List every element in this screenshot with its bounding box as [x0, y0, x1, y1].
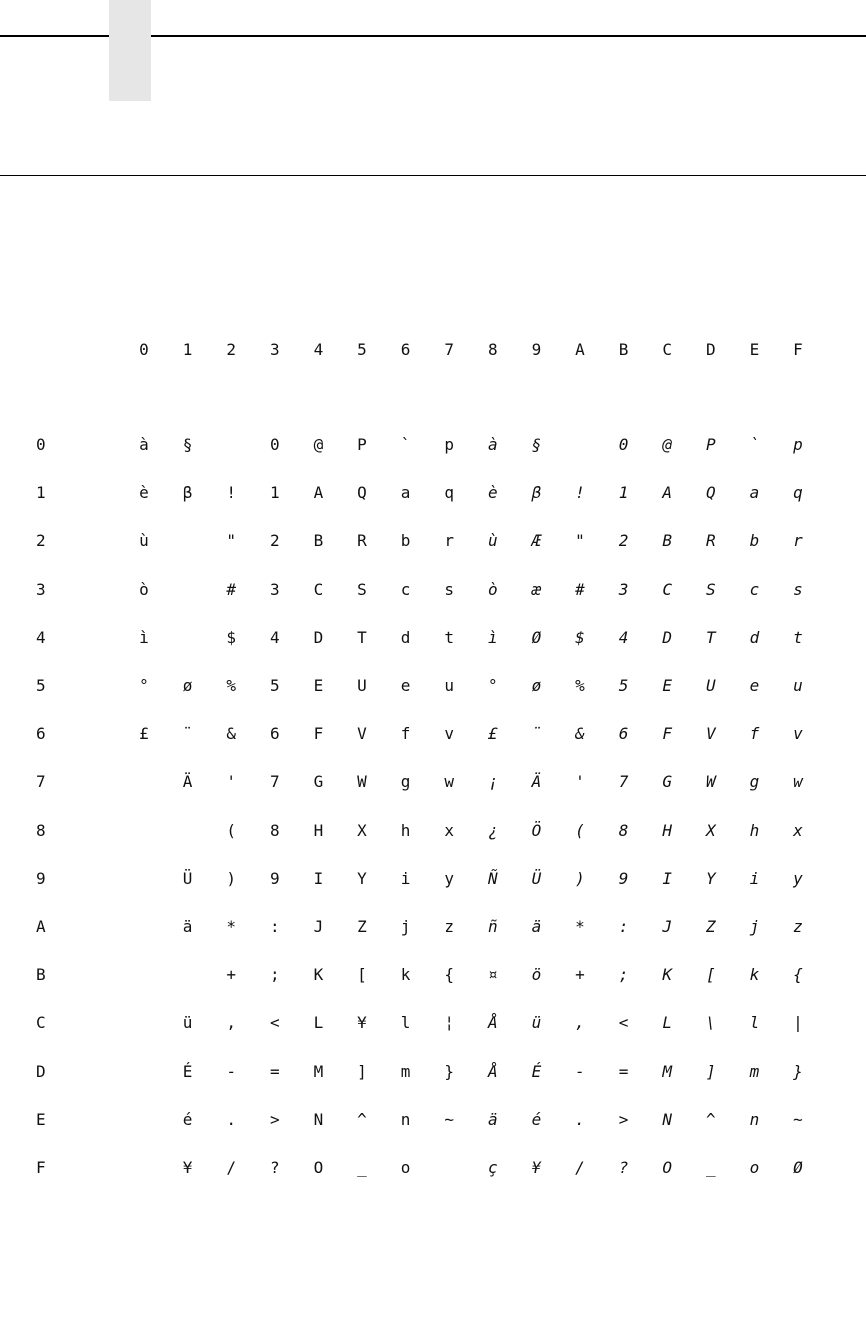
char-cell: j — [400, 917, 411, 936]
char-cell: 9 — [269, 868, 280, 888]
char-cell: I — [313, 868, 324, 888]
char-cell: ¥ — [531, 1158, 542, 1177]
char-cell: ¦ — [444, 1013, 454, 1033]
char-cell: : — [269, 917, 280, 936]
column-header: 3 — [269, 340, 280, 359]
char-cell: 2 — [618, 531, 629, 551]
char-cell: . — [226, 1109, 236, 1129]
char-cell: " — [575, 531, 585, 551]
char-cell: r — [793, 531, 803, 551]
char-cell: s — [444, 579, 454, 599]
char-cell: c — [749, 579, 760, 599]
char-cell: % — [575, 676, 585, 695]
char-cell: ' — [226, 772, 236, 792]
column-header: F — [793, 340, 803, 359]
char-cell: ° — [487, 676, 498, 695]
char-cell: 0 — [269, 435, 280, 454]
row-header: 0 — [36, 435, 46, 454]
row-header: D — [36, 1061, 46, 1081]
char-cell: y — [793, 868, 803, 888]
char-cell: # — [575, 579, 585, 599]
char-cell: a — [400, 483, 411, 503]
char-cell: ) — [226, 868, 236, 888]
char-cell: k — [749, 965, 760, 985]
char-cell: ü — [531, 1013, 542, 1033]
char-cell: Ü — [531, 868, 542, 888]
row-header: 6 — [36, 724, 46, 744]
char-cell: 8 — [269, 820, 280, 840]
char-cell: Ä — [182, 772, 193, 792]
char-cell: ¿ — [487, 820, 498, 840]
char-cell: < — [269, 1013, 280, 1033]
char-cell: O — [662, 1158, 672, 1177]
char-cell: 4 — [269, 627, 280, 647]
char-cell: q — [793, 483, 803, 503]
char-cell: 6 — [618, 724, 629, 744]
char-cell: O — [313, 1158, 324, 1177]
char-cell: é — [531, 1109, 542, 1129]
char-cell: é — [182, 1109, 193, 1129]
char-cell: ä — [487, 1109, 498, 1129]
char-cell: z — [444, 917, 454, 936]
column-header: 4 — [313, 340, 324, 359]
char-cell: ( — [226, 820, 236, 840]
char-cell: D — [662, 627, 672, 647]
char-cell: Å — [487, 1013, 498, 1033]
char-cell: ä — [531, 917, 542, 936]
char-cell: Ñ — [487, 868, 498, 888]
char-cell: \ — [705, 1013, 716, 1033]
char-cell: x — [444, 820, 454, 840]
char-cell: M — [313, 1061, 324, 1081]
char-cell: p — [793, 435, 803, 454]
char-cell: b — [400, 531, 411, 551]
char-cell: Q — [705, 483, 716, 503]
column-header: 5 — [357, 340, 367, 359]
char-cell: ì — [139, 627, 149, 647]
char-cell: # — [226, 579, 236, 599]
char-cell: m — [749, 1061, 760, 1081]
row-header: 4 — [36, 627, 46, 647]
char-cell: ò — [487, 579, 498, 599]
char-cell: ¡ — [487, 772, 498, 792]
char-cell: W — [357, 772, 367, 792]
column-header: 7 — [444, 340, 454, 359]
char-cell: 9 — [618, 868, 629, 888]
char-cell: v — [793, 724, 803, 744]
char-cell: ) — [575, 868, 585, 888]
char-cell: - — [575, 1061, 585, 1081]
char-cell: ` — [749, 435, 760, 454]
row-header: C — [36, 1013, 46, 1033]
char-cell: c — [400, 579, 411, 599]
char-cell: & — [226, 724, 236, 744]
char-cell: Z — [705, 917, 716, 936]
char-cell: s — [793, 579, 803, 599]
char-cell: b — [749, 531, 760, 551]
char-cell: * — [575, 917, 585, 936]
char-cell: N — [662, 1109, 672, 1129]
char-cell: ; — [269, 965, 280, 985]
row-header: F — [36, 1158, 46, 1177]
char-cell: ` — [400, 435, 411, 454]
char-cell: ^ — [357, 1109, 367, 1129]
row-header: 3 — [36, 579, 46, 599]
row-header: A — [36, 917, 46, 936]
char-cell: S — [357, 579, 367, 599]
char-cell: K — [313, 965, 324, 985]
char-cell: £ — [139, 724, 149, 744]
char-cell: j — [749, 917, 760, 936]
char-cell: B — [662, 531, 672, 551]
char-cell: 7 — [618, 772, 629, 792]
char-cell: Ø — [531, 627, 542, 647]
char-cell: Q — [357, 483, 367, 503]
char-cell: § — [182, 435, 193, 454]
char-cell: z — [793, 917, 803, 936]
char-cell: E — [313, 676, 324, 695]
char-cell: J — [313, 917, 324, 936]
char-cell: 4 — [618, 627, 629, 647]
char-cell: T — [357, 627, 367, 647]
char-cell: P — [705, 435, 716, 454]
char-cell: P — [357, 435, 367, 454]
char-cell: m — [400, 1061, 411, 1081]
char-cell: 2 — [269, 531, 280, 551]
char-cell: + — [575, 965, 585, 985]
char-cell: k — [400, 965, 411, 985]
char-cell: w — [793, 772, 803, 792]
char-cell: ° — [139, 676, 149, 695]
char-cell: R — [357, 531, 367, 551]
char-cell: V — [357, 724, 367, 744]
char-cell: ü — [182, 1013, 193, 1033]
char-cell: 6 — [269, 724, 280, 744]
char-cell: / — [226, 1158, 236, 1177]
char-cell: d — [400, 627, 411, 647]
column-header: 9 — [531, 340, 542, 359]
char-cell: ; — [618, 965, 629, 985]
char-cell: < — [618, 1013, 629, 1033]
char-cell: r — [444, 531, 454, 551]
char-cell: C — [662, 579, 672, 599]
char-cell: è — [139, 483, 149, 503]
char-cell: Ø — [793, 1158, 803, 1177]
char-cell: : — [618, 917, 629, 936]
char-cell: { — [444, 965, 454, 985]
char-cell: q — [444, 483, 454, 503]
char-cell: Ä — [531, 772, 542, 792]
row-header: 1 — [36, 483, 46, 503]
row-header: 9 — [36, 868, 46, 888]
char-cell: E — [662, 676, 672, 695]
column-header: 0 — [139, 340, 149, 359]
column-header: 8 — [487, 340, 498, 359]
char-cell: - — [226, 1061, 236, 1081]
char-cell: A — [662, 483, 672, 503]
char-cell: H — [313, 820, 324, 840]
char-cell: Æ — [531, 531, 542, 551]
char-cell: β — [531, 483, 542, 503]
char-cell: à — [487, 435, 498, 454]
char-cell: ¥ — [182, 1158, 193, 1177]
char-cell: ì — [487, 627, 498, 647]
char-cell: v — [444, 724, 454, 744]
column-header: D — [705, 340, 716, 359]
char-cell: ~ — [444, 1109, 454, 1129]
char-cell: @ — [662, 435, 672, 454]
char-cell: ø — [182, 676, 193, 695]
char-cell: , — [575, 1013, 585, 1033]
char-cell: ¥ — [357, 1013, 367, 1033]
char-cell: } — [793, 1061, 803, 1081]
char-cell: M — [662, 1061, 672, 1081]
char-cell: Ö — [531, 820, 542, 840]
char-cell: A — [313, 483, 324, 503]
char-cell: ! — [226, 483, 236, 503]
char-cell: K — [662, 965, 672, 985]
char-cell: F — [662, 724, 672, 744]
char-cell: 1 — [269, 483, 280, 503]
char-cell: ' — [575, 772, 585, 792]
char-cell: β — [182, 483, 193, 503]
column-header: A — [575, 340, 585, 359]
char-cell: = — [618, 1061, 629, 1081]
char-cell: ¨ — [531, 724, 542, 744]
char-cell: + — [226, 965, 236, 985]
char-cell: * — [226, 917, 236, 936]
char-cell: è — [487, 483, 498, 503]
char-cell: n — [749, 1109, 760, 1129]
char-cell: Y — [357, 868, 367, 888]
char-cell: ñ — [487, 917, 498, 936]
char-cell: ^ — [705, 1109, 716, 1129]
char-cell: G — [662, 772, 672, 792]
char-cell: x — [793, 820, 803, 840]
char-cell: W — [705, 772, 716, 792]
char-cell: } — [444, 1061, 454, 1081]
char-cell: T — [705, 627, 716, 647]
char-cell: h — [749, 820, 760, 840]
char-cell: @ — [313, 435, 324, 454]
char-cell: t — [793, 627, 803, 647]
char-cell: / — [575, 1158, 585, 1177]
char-cell: 8 — [618, 820, 629, 840]
char-cell: X — [705, 820, 716, 840]
char-cell: N — [313, 1109, 324, 1129]
char-cell: p — [444, 435, 454, 454]
char-cell: § — [531, 435, 542, 454]
char-cell: ~ — [793, 1109, 803, 1129]
char-cell: Z — [357, 917, 367, 936]
char-cell: ! — [575, 483, 585, 503]
char-cell: U — [705, 676, 716, 695]
char-cell: n — [400, 1109, 411, 1129]
char-cell: o — [749, 1158, 760, 1177]
char-cell: B — [313, 531, 324, 551]
row-header: B — [36, 965, 46, 985]
column-header: 1 — [182, 340, 193, 359]
char-cell: I — [662, 868, 672, 888]
char-cell: | — [793, 1013, 803, 1033]
char-cell: = — [269, 1061, 280, 1081]
char-cell: > — [618, 1109, 629, 1129]
char-cell: t — [444, 627, 454, 647]
column-header: C — [662, 340, 672, 359]
row-header: 7 — [36, 772, 46, 792]
row-header: E — [36, 1109, 46, 1129]
char-cell: H — [662, 820, 672, 840]
column-header: 6 — [400, 340, 411, 359]
char-cell: $ — [226, 627, 236, 647]
char-cell: L — [313, 1013, 324, 1033]
column-header: B — [618, 340, 629, 359]
char-cell: F — [313, 724, 324, 744]
char-cell: , — [226, 1013, 236, 1033]
char-cell: { — [793, 965, 803, 985]
char-cell: 3 — [618, 579, 629, 599]
char-cell: i — [400, 868, 411, 888]
char-cell: S — [705, 579, 716, 599]
column-header: 2 — [226, 340, 236, 359]
char-cell: d — [749, 627, 760, 647]
char-cell: U — [357, 676, 367, 695]
char-cell: g — [400, 772, 411, 792]
char-cell: 5 — [269, 676, 280, 695]
char-cell: f — [400, 724, 411, 744]
char-cell: ç — [487, 1158, 498, 1177]
char-cell: É — [531, 1061, 542, 1081]
row-header: 8 — [36, 820, 46, 840]
char-cell: l — [749, 1013, 760, 1033]
char-cell: g — [749, 772, 760, 792]
char-cell: ( — [575, 820, 585, 840]
char-cell: e — [749, 676, 760, 695]
char-cell: æ — [531, 579, 542, 599]
char-cell: ] — [357, 1061, 367, 1081]
char-cell: 5 — [618, 676, 629, 695]
row-header: 2 — [36, 531, 46, 551]
char-cell: à — [139, 435, 149, 454]
char-cell: _ — [705, 1158, 716, 1177]
char-cell: y — [444, 868, 454, 888]
char-cell: a — [749, 483, 760, 503]
char-cell: o — [400, 1158, 411, 1177]
char-cell: É — [182, 1061, 193, 1081]
char-cell: [ — [357, 965, 367, 985]
char-cell: D — [313, 627, 324, 647]
char-cell: i — [749, 868, 760, 888]
char-cell: ? — [618, 1158, 629, 1177]
char-cell: ¨ — [182, 724, 193, 744]
char-cell: Å — [487, 1061, 498, 1081]
char-cell: 1 — [618, 483, 629, 503]
char-cell: u — [793, 676, 803, 695]
char-cell: e — [400, 676, 411, 695]
char-cell: £ — [487, 724, 498, 744]
char-cell: h — [400, 820, 411, 840]
char-cell: % — [226, 676, 236, 695]
char-cell: ù — [139, 531, 149, 551]
column-header: E — [749, 340, 760, 359]
char-cell: ö — [531, 965, 542, 985]
char-cell: 0 — [618, 435, 629, 454]
chapter-tab — [109, 0, 151, 101]
char-cell: & — [575, 724, 585, 744]
char-cell: Y — [705, 868, 716, 888]
char-cell: ä — [182, 917, 193, 936]
char-cell: X — [357, 820, 367, 840]
char-cell: ¤ — [487, 965, 498, 985]
char-cell: ? — [269, 1158, 280, 1177]
char-cell: ] — [705, 1061, 716, 1081]
char-cell: ø — [531, 676, 542, 695]
char-cell: f — [749, 724, 760, 744]
char-cell: " — [226, 531, 236, 551]
char-cell: > — [269, 1109, 280, 1129]
row-header: 5 — [36, 676, 46, 695]
char-cell: V — [705, 724, 716, 744]
char-cell: 3 — [269, 579, 280, 599]
char-cell: ù — [487, 531, 498, 551]
char-cell: _ — [357, 1158, 367, 1177]
char-cell: G — [313, 772, 324, 792]
char-cell: J — [662, 917, 672, 936]
char-cell: R — [705, 531, 716, 551]
char-cell: Ü — [182, 868, 193, 888]
char-cell: w — [444, 772, 454, 792]
char-cell: u — [444, 676, 454, 695]
char-cell: . — [575, 1109, 585, 1129]
char-cell: l — [400, 1013, 411, 1033]
char-cell: $ — [575, 627, 585, 647]
char-cell: 7 — [269, 772, 280, 792]
char-cell: C — [313, 579, 324, 599]
char-cell: ò — [139, 579, 149, 599]
char-cell: L — [662, 1013, 672, 1033]
char-cell: [ — [705, 965, 716, 985]
header-rule — [0, 175, 866, 176]
